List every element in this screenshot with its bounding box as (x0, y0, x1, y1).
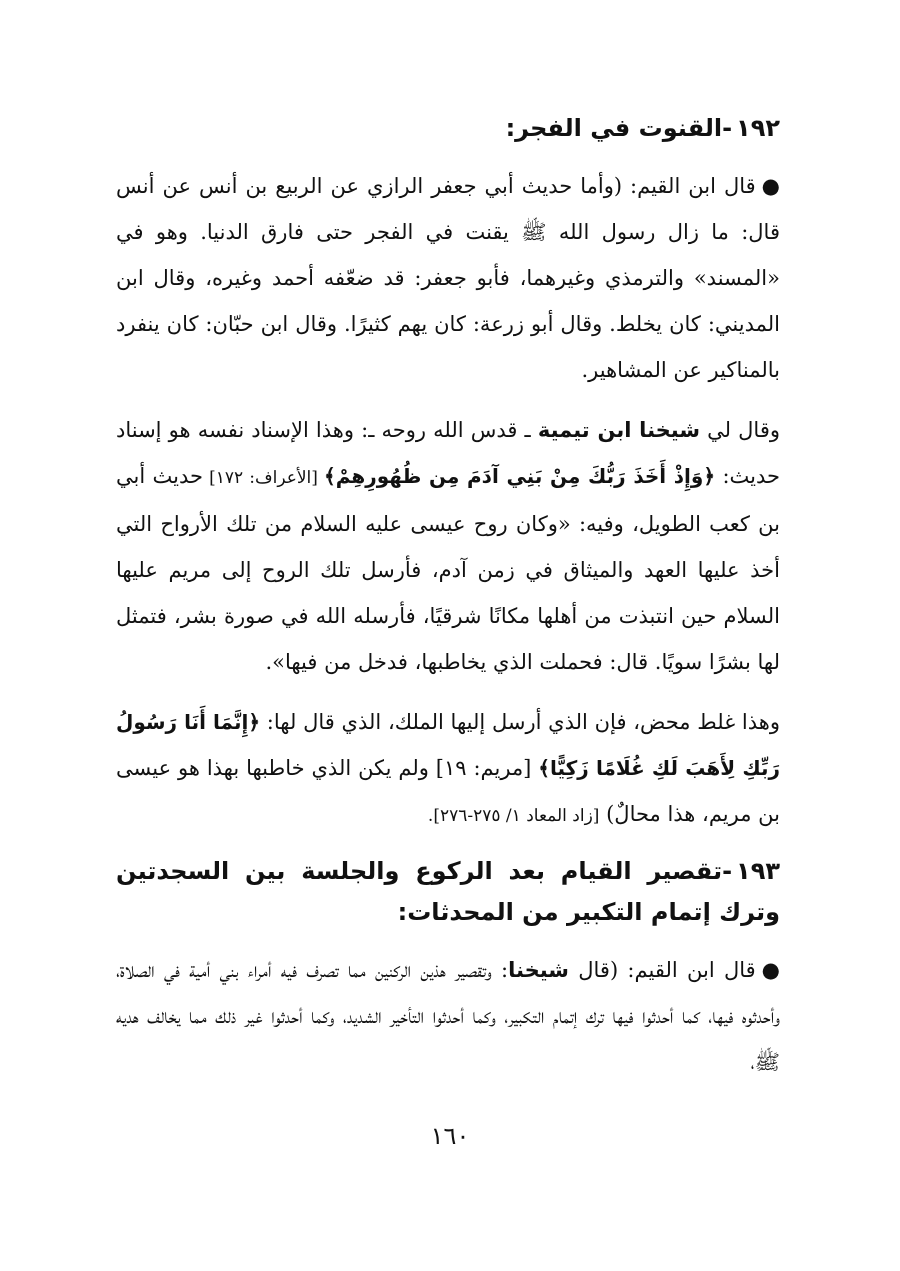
text-fragment: ـ قدس الله روحه ـ: وهذا الإسناد نفسه هو إسناد حديث: (116, 418, 780, 488)
quran-verse: ﴿إِنَّمَا أَنَا رَسُولُ رَبِّكِ لِأَهَبَ لَكِ غُلَامًا زَكِيًّا﴾ (116, 710, 780, 780)
paragraph-ibn-taymiyya-isnad (116, 407, 780, 685)
bullet-icon: ● (761, 174, 780, 198)
paragraph-text: قال ابن القيم: (وأما حديث أبي جعفر الرازي عن الربيع بن أنس عن أنس قال: ما زال رسول الله ﷺ يقنت في الفجر حتى فارق الدنيا. وهو في «المسند» والترمذي وغيرهما، فأبو جعفر: قد ضعّفه أحمد وغيره، وقال ابن المديني: كان يخلط. وقال أبو زرعة: كان يهم كثيرًا. وقال ابن حبّان: كان ينفرد بالمناكير عن المشاهير. (116, 174, 780, 382)
text-fragment: : وتقصير هذين الركنين مما تصرف فيه أمراء بني أمية في الصلاة، وأحدثوه فيها، كما أحدثوا فيها ترك إتمام التكبير، وكما أحدثوا التأخير الشديد، وكما أحدثوا غير ذلك مما يخالف هديه ﷺ، (116, 958, 780, 1074)
section-number: ١٩٣ (736, 857, 780, 885)
text-fragment: وهذا غلط محض، فإن الذي أرسل إليها الملك، الذي قال لها: (260, 710, 780, 734)
paragraph-ibn-qayyim-qunut (116, 163, 780, 393)
text-fragment: حديث أبي بن كعب الطويل، وفيه: «وكان روح عيسى عليه السلام من تلك الأرواح التي أخذ عليها العهد والميثاق في زمن آدم، فأرسل تلك الروح إلى مريم عليها السلام حين انتبذت من أهلها مكانًا شرقيًا، فأرسله الله في صورة بشر، فتمثل لها بشرًا سويًا. قال: فحملت الذي يخاطبها، فدخل من فيها». (116, 464, 780, 674)
section-title: -القنوت في الفجر: (505, 114, 733, 142)
page-body (116, 108, 780, 1085)
text-fragment: وقال لي (700, 418, 781, 442)
text-fragment: قال ابن القيم: (قال (568, 958, 756, 982)
bold-name: شيخنا (508, 958, 569, 982)
paragraph-shortening-pillars (116, 947, 780, 1085)
text-fragment: [مريم: ١٩] ولم يكن الذي خاطبها بهذا هو عيسى بن مريم، هذا محالٌ) (116, 756, 780, 826)
section-heading-192 (116, 108, 780, 149)
bold-name: شيخنا ابن تيمية (537, 418, 701, 442)
section-heading-193 (116, 851, 780, 933)
section-title: -تقصير القيام بعد الركوع والجلسة بين السجدتين وترك إتمام التكبير من المحدثات: (116, 857, 780, 926)
paragraph-refutation (116, 699, 780, 839)
section-number: ١٩٢ (736, 114, 780, 142)
source-reference: [زاد المعاد ١/ ٢٧٥-٢٧٦]. (427, 806, 600, 826)
quran-verse: ﴿وَإِذْ أَخَذَ رَبُّكَ مِنْ بَنِي آدَمَ مِن ظُهُورِهِمْ﴾ (323, 464, 716, 488)
page-number: ١٦٠ (430, 1122, 470, 1150)
verse-reference: [الأعراف: ١٧٢] (203, 468, 324, 488)
bullet-icon: ● (761, 958, 780, 982)
